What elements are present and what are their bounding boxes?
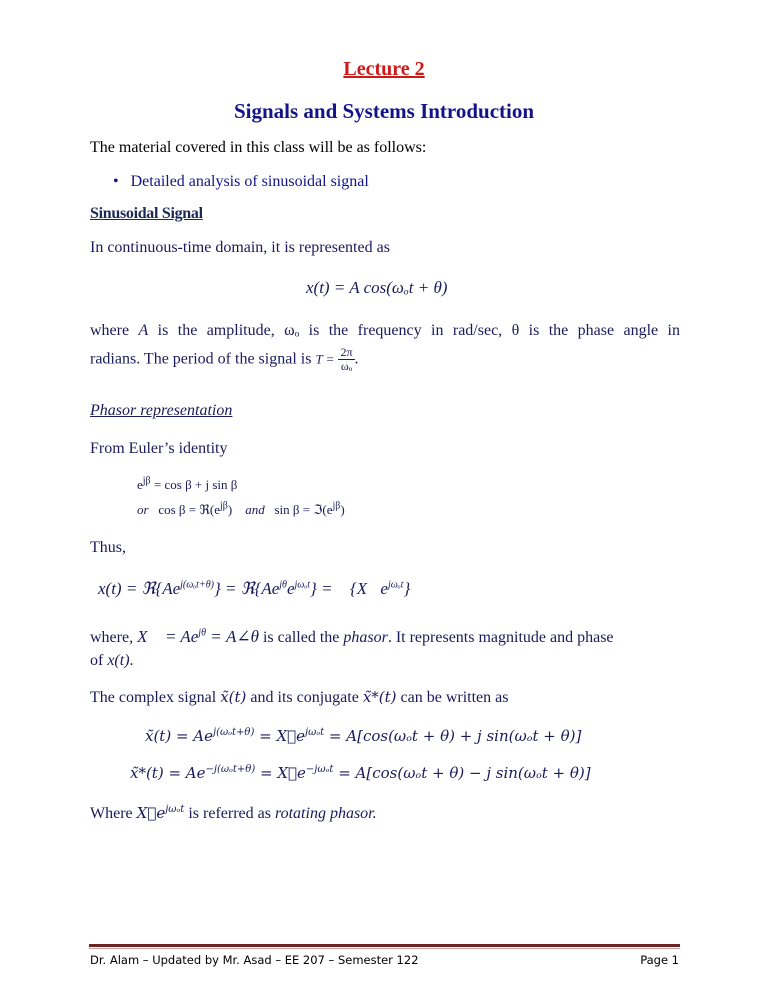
document-subtitle: Signals and Systems Introduction bbox=[233, 99, 535, 123]
euler-relations: or $\cos \beta = ℜ(e^{j\beta})$ and $\sin \beta = ℑ(e^{j\beta})$ bbox=[137, 500, 345, 517]
equation-sinusoid: x(t) = A cos(ωₒt + θ) bbox=[306, 278, 448, 297]
bullet-item: • Detailed analysis of sinusoidal signal bbox=[113, 173, 369, 190]
lecture-title: Lecture 2 bbox=[343, 58, 425, 80]
paragraph: of x(t). bbox=[90, 652, 134, 669]
section-heading: Sinusoidal Signal bbox=[90, 205, 203, 222]
footer-left: Dr. Alam – Updated by Mr. Asad – EE 207 – Semester 122 bbox=[90, 953, 419, 967]
footer-divider bbox=[89, 944, 680, 947]
footer-page-number: Page 1 bbox=[640, 953, 679, 967]
paragraph: Thus, bbox=[90, 539, 126, 556]
bullet-icon: • bbox=[113, 173, 119, 190]
period-fraction: $\frac{2\pi}{\text{ωₒ}}$ bbox=[340, 345, 353, 373]
paragraph: The complex signal x̃(t) and its conjugate x̃*(t) can be written as bbox=[90, 688, 509, 706]
euler-identity: $e^{j\beta} = \cos \beta + j$ sin β bbox=[137, 475, 238, 492]
intro-text: The material covered in this class will be as follows: bbox=[90, 139, 427, 156]
paragraph: Where $X⃗e^{j\omega_ot}$ is referred as rotating phasor. bbox=[90, 804, 377, 822]
paragraph: From Euler’s identity bbox=[90, 440, 228, 457]
footer-divider-thin bbox=[89, 948, 680, 949]
equation-complex-signal: x̃(t) = $Ae^{j(\omega_ot+\theta)}$ = $X⃗e^{j\omega_ot} = A[\cos(\omega_ot + \theta) + j$ sin(ωₒt + θ)] bbox=[145, 727, 582, 745]
equation-phasor-real: $x(t) = ℜ\{Ae^{j(\omega_ot+\theta)}\}$ = $ℜ\{Ae^{j\theta}e^{j\omega_ot}\}$ = $ℜ\{X⃗e^{j\omega_ot}\}$ bbox=[98, 579, 411, 598]
paragraph: where A is the amplitude, ωₒ is the frequency in rad/sec, θ is the phase angle in bbox=[90, 322, 680, 339]
paragraph: In continuous-time domain, it is represented as bbox=[90, 239, 390, 256]
phasor-heading: Phasor representation bbox=[90, 402, 233, 419]
equation-conjugate-signal: x̃*(t) = $Ae^{-j(\omega_ot+\theta)}$ = $X⃗e^{-j\omega_ot} = A[\cos(\omega_ot + \theta) - j$ sin(ωₒt + θ)] bbox=[130, 764, 591, 782]
paragraph: radians. The period of the signal is T = $\frac{2\pi}{\text{ωₒ}}$ . bbox=[90, 345, 359, 373]
paragraph: where, X⃗ = $Ae^{j\theta}$ = A∠θ is called the phasor. It represents magnitude and phase bbox=[90, 627, 614, 646]
